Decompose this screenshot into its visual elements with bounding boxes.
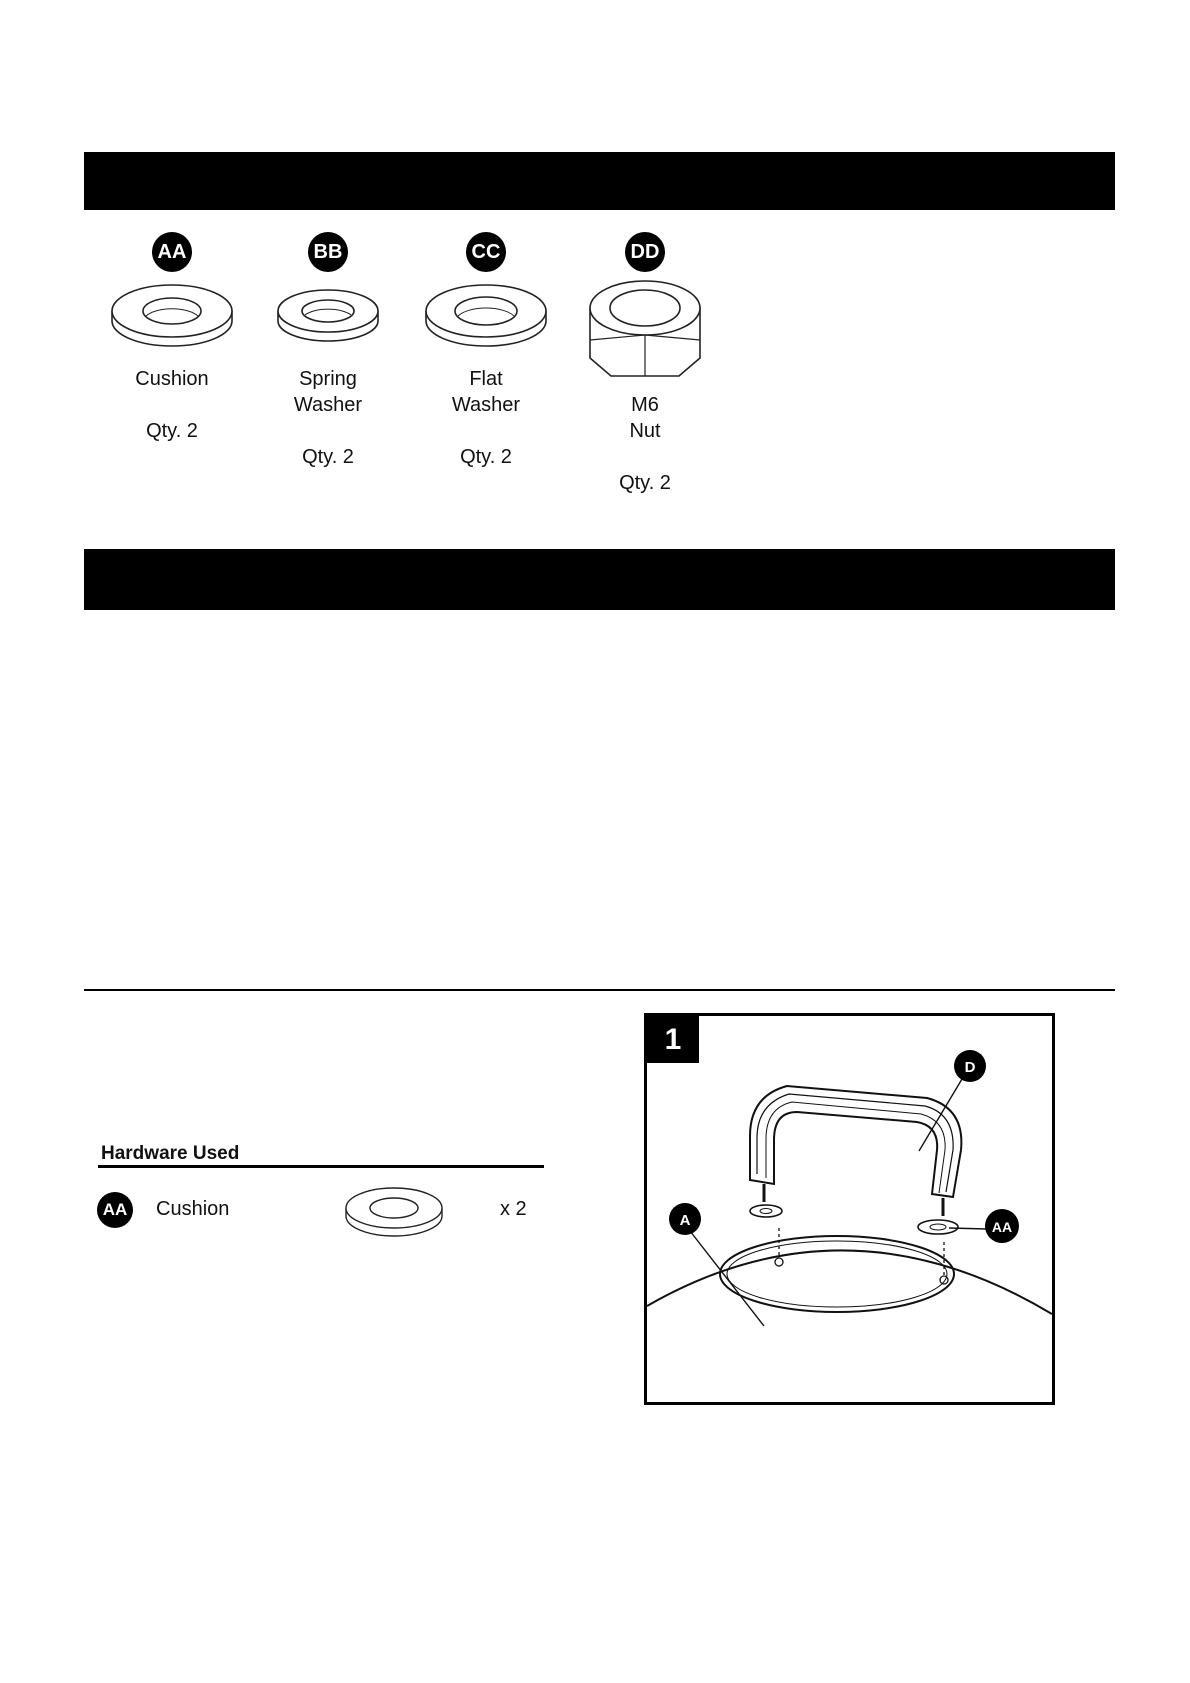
hex-nut-icon — [583, 280, 707, 384]
part-label: Spring Washer — [293, 368, 363, 416]
callout-d: D — [964, 1059, 976, 1076]
step-illustration — [644, 1013, 1055, 1405]
step-number: 1 — [647, 1016, 699, 1063]
part-code-badge: BB — [308, 232, 348, 272]
part-aa — [92, 232, 252, 444]
cushion-washer-icon — [344, 1186, 444, 1242]
part-label: M6 Nut — [629, 394, 661, 442]
part-code-badge: CC — [466, 232, 506, 272]
handle-assembly-illustration — [647, 1016, 1052, 1402]
part-dd — [565, 232, 725, 496]
part-bb — [248, 232, 408, 470]
part-label: Flat Washer — [451, 368, 521, 416]
hardware-used-underline — [98, 1165, 544, 1168]
section-header-bar-hardware — [84, 152, 1115, 210]
part-qty: Qty. 2 — [146, 420, 198, 442]
hardware-name: Cushion — [156, 1198, 230, 1220]
hardware-qty: x 2 — [500, 1198, 527, 1220]
callout-aa: AA — [991, 1219, 1013, 1235]
spring-washer-icon — [266, 280, 390, 358]
part-cc — [406, 232, 566, 470]
part-qty: Qty. 2 — [460, 446, 512, 468]
hardware-used-title: Hardware Used — [101, 1143, 240, 1164]
part-code-badge: AA — [152, 232, 192, 272]
section-header-bar-instructions — [84, 549, 1115, 610]
part-label: Cushion — [135, 368, 209, 390]
hardware-code-badge: AA — [97, 1192, 133, 1228]
cushion-washer-icon — [110, 280, 234, 358]
callout-a: A — [679, 1212, 691, 1229]
part-qty: Qty. 2 — [619, 472, 671, 494]
section-divider — [84, 989, 1115, 991]
part-qty: Qty. 2 — [302, 446, 354, 468]
flat-washer-icon — [424, 280, 548, 358]
part-code-badge: DD — [625, 232, 665, 272]
